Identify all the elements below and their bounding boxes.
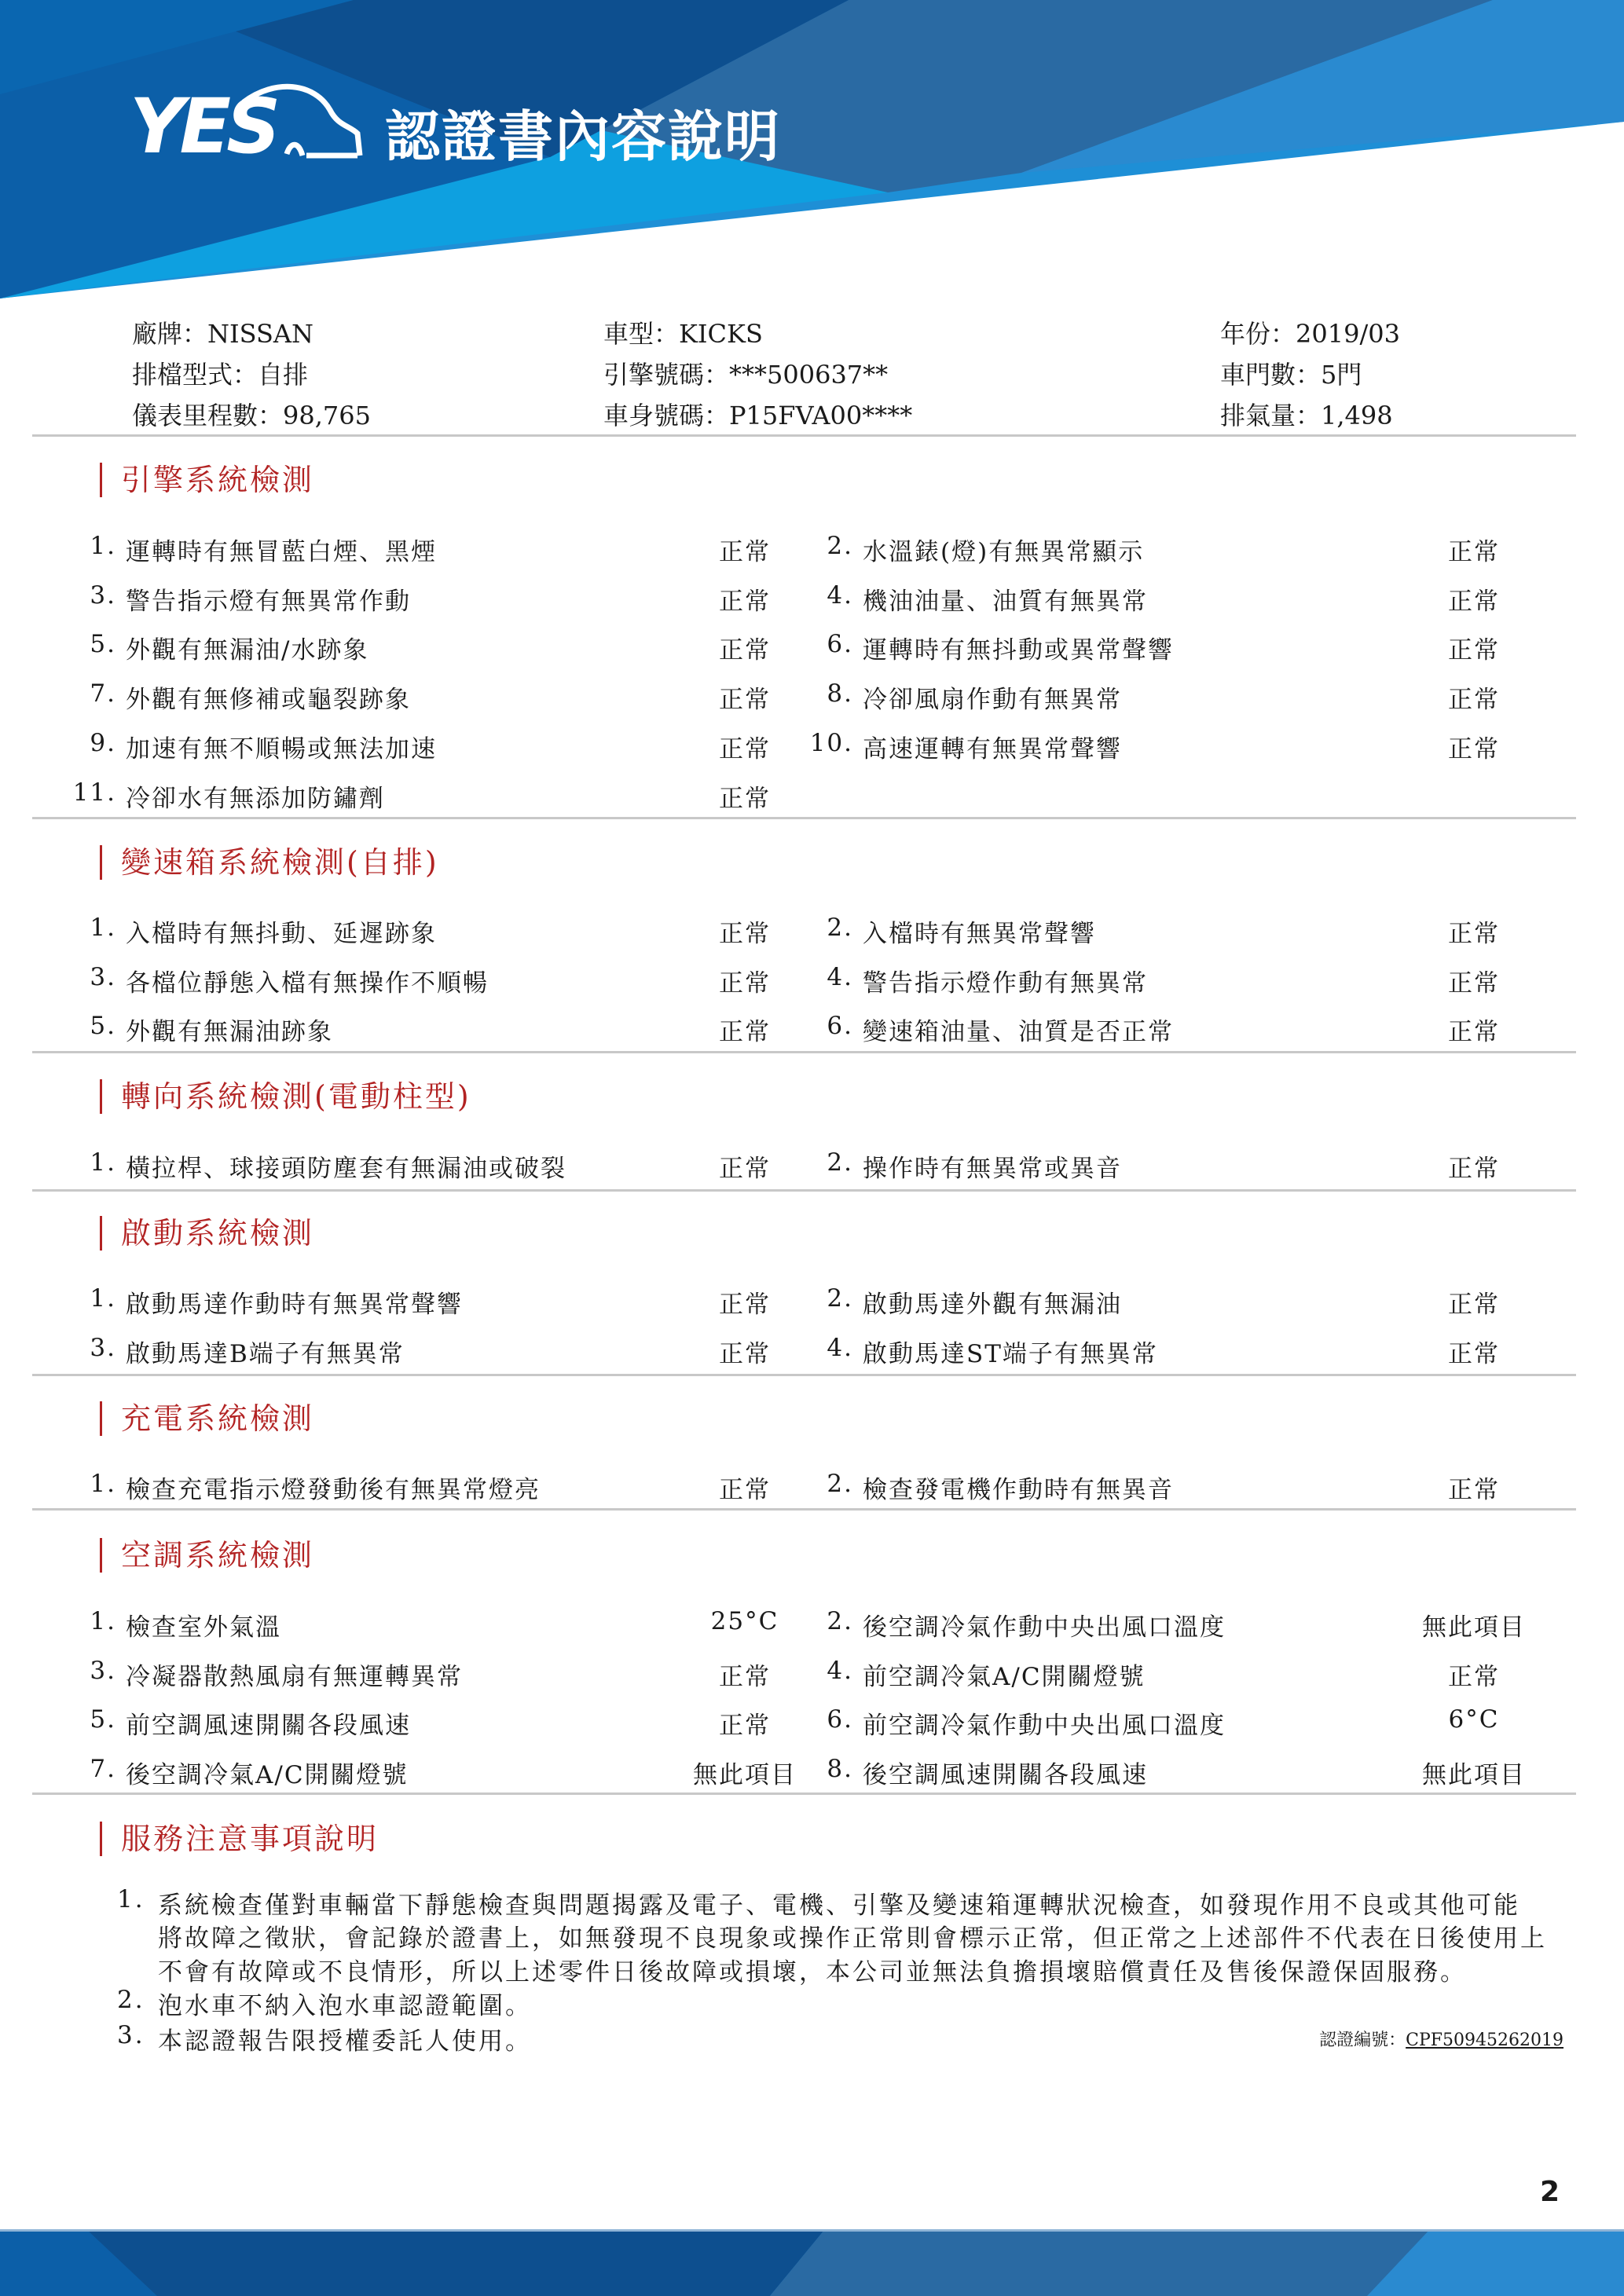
item-status: 無此項目 <box>693 1761 797 1790</box>
section-title: 充電系統檢測 <box>100 1401 314 1436</box>
item-label: 後空調風速開關各段風速 <box>863 1761 1148 1790</box>
item-status: 25°C <box>710 1607 779 1635</box>
item-label: 外觀有無漏油跡象 <box>126 1018 333 1047</box>
item-number: 8. <box>827 679 853 709</box>
item-status: 正常 <box>719 1339 771 1368</box>
item-number: 4. <box>827 580 853 610</box>
item-label: 啟動馬達ST端子有無異常 <box>863 1339 1158 1368</box>
note-text: 將故障之徵狀，會記錄於證書上，如無發現不良現象或操作正常則會標示正常，但正常之上述部件不代表在日後使用上 <box>158 1924 1547 1953</box>
item-number: 10. <box>809 728 853 757</box>
item-status: 正常 <box>719 686 771 715</box>
item-status: 正常 <box>719 636 771 665</box>
item-status: 正常 <box>1448 1339 1500 1368</box>
item-status: 無此項目 <box>1422 1613 1526 1642</box>
divider <box>32 1051 1576 1053</box>
item-number: 4. <box>827 962 853 991</box>
item-number: 1. <box>90 1148 116 1177</box>
divider <box>32 434 1576 437</box>
item-status: 正常 <box>1448 1018 1500 1047</box>
item-number: 1. <box>90 914 116 942</box>
item-number: 1. <box>90 1470 116 1498</box>
item-number: 2. <box>827 1284 853 1313</box>
item-number: 4. <box>827 1333 853 1362</box>
item-status: 正常 <box>1448 1476 1500 1504</box>
item-number: 7. <box>90 679 116 709</box>
item-label: 後空調冷氣作動中央出風口溫度 <box>863 1613 1226 1642</box>
item-label: 各檔位靜態入檔有無操作不順暢 <box>126 969 489 998</box>
transmission: 排檔型式：自排 <box>132 360 309 390</box>
item-number: 2. <box>827 1607 853 1635</box>
item-number: 2. <box>827 532 853 560</box>
notes-title: 服務注意事項說明 <box>100 1822 379 1856</box>
divider <box>32 1792 1576 1795</box>
item-label: 冷卻風扇作動有無異常 <box>863 686 1122 715</box>
item-number: 3. <box>90 962 116 991</box>
item-status: 正常 <box>1448 1662 1500 1691</box>
body-number: 車身號碼：P15FVA00**** <box>603 401 913 430</box>
cert-label: 認證編號： <box>1319 2031 1406 2050</box>
item-status: 正常 <box>1448 734 1500 764</box>
item-status: 正常 <box>1448 686 1500 715</box>
item-status: 正常 <box>1448 636 1500 665</box>
cert-number: CPF50945262019 <box>1406 2031 1564 2050</box>
doors: 車門數：5門 <box>1220 360 1362 390</box>
item-label: 檢查室外氣溫 <box>126 1613 281 1642</box>
item-status: 正常 <box>719 969 771 998</box>
item-status: 正常 <box>719 587 771 616</box>
item-label: 啟動馬達B端子有無異常 <box>126 1339 405 1368</box>
item-label: 前空調冷氣作動中央出風口溫度 <box>863 1712 1226 1741</box>
item-label: 前空調風速開關各段風速 <box>126 1712 411 1741</box>
page-number: 2 <box>1540 2176 1560 2208</box>
item-label: 警告指示燈作動有無異常 <box>863 969 1148 998</box>
model: 車型：KICKS <box>603 319 763 349</box>
item-number: 11. <box>72 778 116 807</box>
item-status: 正常 <box>719 1155 771 1183</box>
item-number: 8. <box>827 1755 853 1784</box>
item-number: 7. <box>90 1755 116 1784</box>
car-logo-icon <box>228 79 365 165</box>
section-title: 變速箱系統檢測(自排) <box>100 845 439 880</box>
item-status: 正常 <box>719 1712 771 1741</box>
item-status: 正常 <box>719 920 771 948</box>
note-text: 系統檢查僅對車輛當下靜態檢查與問題揭露及電子、電機、引擎及變速箱運轉狀況檢查，如發現作用不良或其他可能 <box>158 1891 1520 1920</box>
divider <box>32 1189 1576 1192</box>
item-number: 6. <box>827 1012 853 1041</box>
item-number: 2. <box>827 914 853 942</box>
item-number: 2. <box>827 1148 853 1177</box>
item-number: 1. <box>90 1607 116 1635</box>
item-number: 5. <box>90 1012 116 1041</box>
engine-number: 引擎號碼：***500637** <box>603 360 889 390</box>
item-status: 正常 <box>1448 1291 1500 1319</box>
divider <box>32 1508 1576 1511</box>
item-status: 正常 <box>1448 920 1500 948</box>
item-label: 後空調冷氣A/C開關燈號 <box>126 1761 409 1790</box>
mileage: 儀表里程數：98,765 <box>132 401 371 430</box>
brand: 廠牌：NISSAN <box>132 319 314 349</box>
item-status: 正常 <box>719 784 771 813</box>
divider <box>32 817 1576 819</box>
item-number: 9. <box>90 728 116 757</box>
page-title: 認證書內容說明 <box>385 104 781 169</box>
item-number: 3. <box>90 1333 116 1362</box>
item-number: 6. <box>827 1705 853 1734</box>
item-label: 橫拉桿、球接頭防塵套有無漏油或破裂 <box>126 1155 566 1183</box>
item-label: 運轉時有無冒藍白煙、黑煙 <box>126 538 437 566</box>
item-status: 正常 <box>1448 1155 1500 1183</box>
item-number: 1. <box>90 532 116 560</box>
footer-banner <box>0 2229 1624 2296</box>
item-label: 冷卻水有無添加防鏽劑 <box>126 784 385 813</box>
item-label: 檢查發電機作動時有無異音 <box>863 1476 1174 1504</box>
item-label: 前空調冷氣A/C開關燈號 <box>863 1662 1146 1691</box>
item-status: 無此項目 <box>1422 1761 1526 1790</box>
item-status: 6°C <box>1448 1705 1500 1734</box>
item-label: 運轉時有無抖動或異常聲響 <box>863 636 1174 665</box>
divider <box>32 1374 1576 1376</box>
item-label: 入檔時有無抖動、延遲跡象 <box>126 920 437 948</box>
note-text: 泡水車不納入泡水車認證範圍。 <box>158 1992 532 2020</box>
item-label: 水溫錶(燈)有無異常顯示 <box>863 538 1145 566</box>
item-status: 正常 <box>1448 538 1500 566</box>
item-status: 正常 <box>719 1018 771 1047</box>
section-title: 啟動系統檢測 <box>100 1216 314 1251</box>
item-number: 2. <box>827 1470 853 1498</box>
item-status: 正常 <box>719 1291 771 1319</box>
note-text: 本認證報告限授權委託人使用。 <box>158 2027 532 2056</box>
item-label: 啟動馬達作動時有無異常聲響 <box>126 1291 463 1319</box>
note-number: 1. <box>117 1885 145 1913</box>
item-label: 外觀有無修補或龜裂跡象 <box>126 686 411 715</box>
item-status: 正常 <box>719 734 771 764</box>
item-number: 6. <box>827 630 853 659</box>
item-number: 5. <box>90 1705 116 1734</box>
item-number: 4. <box>827 1656 853 1685</box>
yes-logo: YES <box>130 82 277 170</box>
item-label: 變速箱油量、油質是否正常 <box>863 1018 1174 1047</box>
item-label: 檢查充電指示燈發動後有無異常燈亮 <box>126 1476 541 1504</box>
item-label: 高速運轉有無異常聲響 <box>863 734 1122 764</box>
item-label: 冷凝器散熱風扇有無運轉異常 <box>126 1662 463 1691</box>
item-label: 機油油量、油質有無異常 <box>863 587 1148 616</box>
item-label: 入檔時有無異常聲響 <box>863 920 1096 948</box>
item-number: 1. <box>90 1284 116 1313</box>
item-label: 外觀有無漏油/水跡象 <box>126 636 369 665</box>
item-number: 3. <box>90 580 116 610</box>
item-status: 正常 <box>719 1476 771 1504</box>
item-label: 啟動馬達外觀有無漏油 <box>863 1291 1122 1319</box>
item-label: 加速有無不順暢或無法加速 <box>126 734 437 764</box>
displacement: 排氣量：1,498 <box>1220 401 1393 430</box>
item-number: 5. <box>90 630 116 659</box>
item-status: 正常 <box>719 538 771 566</box>
item-label: 警告指示燈有無異常作動 <box>126 587 411 616</box>
section-title: 轉向系統檢測(電動柱型) <box>100 1079 471 1114</box>
item-status: 正常 <box>1448 587 1500 616</box>
section-title: 引擎系統檢測 <box>100 463 314 497</box>
item-status: 正常 <box>1448 969 1500 998</box>
item-status: 正常 <box>719 1662 771 1691</box>
note-number: 2. <box>117 1986 145 2014</box>
section-title: 空調系統檢測 <box>100 1538 314 1573</box>
item-label: 操作時有無異常或異音 <box>863 1155 1122 1183</box>
note-number: 3. <box>117 2021 145 2049</box>
item-number: 3. <box>90 1656 116 1685</box>
certificate-number <box>1319 2027 1564 2051</box>
year: 年份：2019/03 <box>1220 319 1400 349</box>
note-text: 不會有故障或不良情形，所以上述零件日後故障或損壞，本公司並無法負擔損壞賠償責任及售後保證保固服務。 <box>158 1958 1467 1987</box>
